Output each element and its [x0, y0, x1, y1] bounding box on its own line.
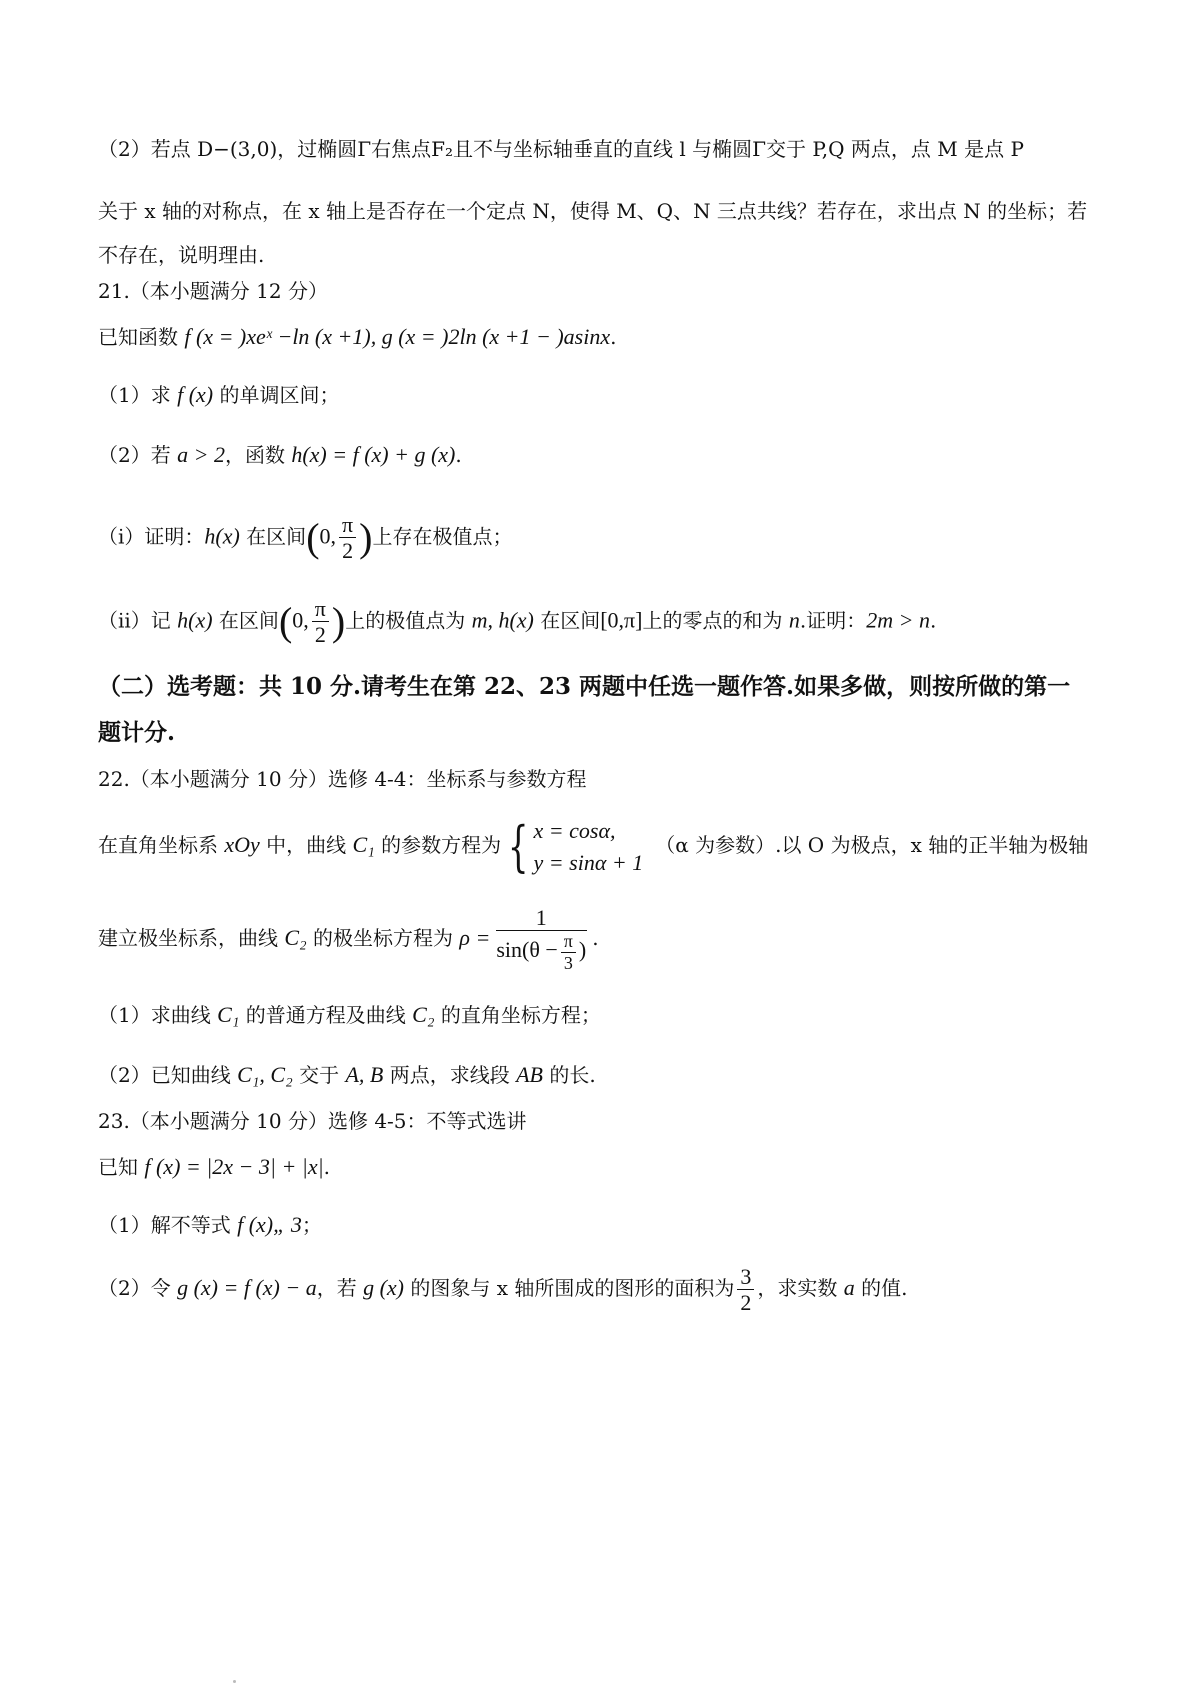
q22-stem-c1: C₁ — [352, 832, 375, 857]
q23-frac-den: 2 — [740, 1290, 752, 1315]
q22-part2-points: A, B — [345, 1062, 384, 1087]
q22-polar-pre: 建立极坐标系，曲线 — [98, 926, 285, 950]
brace-icon: { — [508, 814, 529, 878]
q22-inner-den: 3 — [563, 953, 573, 974]
q22-part1-c2: C₂ — [412, 1002, 435, 1027]
q22-frac-den — [493, 931, 589, 973]
q21-part1-post: 的单调区间； — [213, 383, 340, 407]
q22-part1-c1: C₁ — [217, 1002, 240, 1027]
q20-part2-line1 — [98, 134, 1120, 164]
q22-part1-pre: （1）求曲线 — [98, 1003, 218, 1027]
q22-part2-segment: AB — [516, 1062, 543, 1087]
q21-part2-ii — [98, 596, 1120, 648]
q21-ii-frac-den: 2 — [314, 622, 326, 648]
q21-part1 — [98, 380, 1120, 410]
q23-part2-fraction — [737, 1264, 754, 1316]
q22-polar — [98, 888, 1120, 988]
scan-speck — [233, 1680, 236, 1683]
q23-part2-mid3: ，求实数 — [757, 1276, 844, 1300]
q21-ii-mid1: 在区间 — [212, 608, 279, 633]
q22-part1-post: 的直角坐标方程； — [434, 1003, 601, 1027]
section2-heading-line2 — [98, 718, 1120, 748]
close-paren: ) — [359, 514, 373, 560]
q23-part2-formula2: g (x) — [363, 1275, 405, 1300]
q23-header — [98, 1106, 1120, 1136]
q21-ii-interval-left: 0, — [292, 607, 309, 633]
q22-part2 — [98, 1060, 1120, 1090]
q23-header-text: 23.（本小题满分 10 分）选修 4-5：不等式选讲 — [98, 1109, 527, 1133]
q20-part2-line3 — [98, 240, 1120, 270]
q23-part2-formula1: g (x) = f (x) − a — [177, 1275, 317, 1300]
q23-part1-pre: （1）解不等式 — [98, 1213, 238, 1237]
q21-part2-mid: ，函数 — [224, 443, 292, 467]
q21-ii-mid4: 上的零点的和为 — [642, 608, 789, 633]
q23-part2-mid2: 的图象与 x 轴所围成的图形的面积为 — [404, 1276, 735, 1300]
q22-frac-den-pre: sin(θ − — [496, 937, 558, 963]
q21-part2 — [98, 440, 1120, 470]
q21-ii-formula2: m, h(x) — [471, 607, 534, 633]
q21-i-fraction — [339, 512, 356, 564]
q22-part2-mid1: 交于 — [292, 1063, 346, 1087]
q22-frac-den-post: ) — [578, 937, 587, 963]
q23-stem-pre: 已知 — [98, 1155, 145, 1179]
q21-ii-frac-num: π — [312, 596, 329, 622]
q22-polar-c2: C₂ — [284, 925, 307, 950]
q22-polar-mid: 的极坐标方程为 — [306, 926, 460, 950]
q21-ii-fraction — [312, 596, 329, 648]
open-paren: ( — [306, 514, 320, 560]
q21-ii-mid3: 在区间 — [533, 608, 601, 633]
q23-part1 — [98, 1210, 1120, 1240]
q20-part2-text-b: 关于 x 轴的对称点，在 x 轴上是否存在一个定点 N，使得 M、Q、N 三点共线？若存在，求出点 N 的坐标；若 — [98, 199, 1088, 223]
q21-ii-formula4: 2m > n — [866, 607, 930, 633]
section2-heading-a: （二）选考题：共 10 分.请考生在第 22、23 两题中任选一题作答.如果多做，则按所做的第一 — [98, 673, 1071, 700]
q22-part2-pre: （2）已知曲线 — [98, 1063, 238, 1087]
q20-part2-line2 — [98, 196, 1120, 226]
q22-header — [98, 764, 1120, 794]
q21-i-frac-den: 2 — [342, 538, 354, 564]
q21-part1-formula: f (x) — [177, 382, 214, 407]
q22-stem-pre: 在直角坐标系 — [98, 833, 225, 857]
q22-frac-num: 1 — [496, 905, 587, 931]
q22-sys-row1: x = cosα, — [533, 817, 616, 843]
q22-stem-mid3: （α 为参数）.以 O 为极点，x 轴的正半轴为极轴 — [655, 833, 1089, 857]
q21-ii-mid5: .证明： — [799, 608, 867, 633]
q22-stem-xoy: xOy — [224, 832, 260, 857]
q22-stem-mid2: 的参数方程为 — [374, 833, 502, 857]
q21-ii-formula1: h(x) — [177, 607, 213, 633]
q21-i-pre: （i）证明： — [98, 524, 205, 549]
section2-heading-b: 题计分. — [98, 719, 176, 746]
q23-part2-mid1: ，若 — [316, 1276, 364, 1300]
q21-ii-mid2: 上的极值点为 — [345, 608, 472, 633]
q23-stem-post: . — [323, 1155, 331, 1179]
q20-part2-text-a: （2）若点 D−(3,0)，过椭圆Γ右焦点F₂且不与坐标轴垂直的直线 l 与椭圆Γ交于 P,Q 两点，点 M 是点 P — [98, 137, 1024, 161]
q21-header — [98, 276, 1120, 306]
q22-part2-mid2: 两点，求线段 — [383, 1063, 517, 1087]
q21-stem — [98, 322, 1120, 352]
q22-part1-mid: 的普通方程及曲线 — [239, 1003, 413, 1027]
q22-parametric-system — [501, 815, 643, 879]
q22-part2-post: 的长. — [542, 1063, 596, 1087]
q22-part1 — [98, 1000, 1120, 1030]
q21-part2-post: . — [455, 443, 462, 467]
q22-polar-post: . — [592, 926, 599, 950]
close-paren: ) — [331, 598, 346, 644]
q21-ii-formula3: n — [788, 607, 800, 633]
open-paren: ( — [278, 598, 293, 644]
q21-i-mid: 在区间 — [239, 524, 307, 549]
q21-i-frac-num: π — [339, 512, 356, 538]
q21-i-post: 上存在极值点； — [372, 524, 513, 549]
q22-inner-fraction — [561, 931, 576, 973]
q22-stem — [98, 810, 1120, 880]
q23-part2-a: a — [843, 1275, 855, 1300]
q22-part2-curves: C₁, C₂ — [237, 1062, 293, 1087]
q22-stem-mid1: 中，曲线 — [259, 833, 353, 857]
q23-part2-pre: （2）令 — [98, 1276, 178, 1300]
q20-part2-text-c: 不存在，说明理由. — [98, 243, 265, 267]
q22-inner-num: π — [561, 931, 576, 953]
q21-ii-pre: （ii）记 — [98, 608, 178, 633]
q21-stem-post: . — [610, 325, 617, 349]
q21-stem-formula: f (x = )xeˣ −ln (x +1), g (x = )2ln (x +1 − )asinx — [184, 324, 611, 349]
q22-polar-fraction — [493, 905, 589, 974]
q21-i-interval-left: 0, — [319, 523, 337, 549]
q21-part1-pre: （1）求 — [98, 383, 178, 407]
q21-ii-post: . — [929, 608, 937, 633]
q23-stem — [98, 1152, 1120, 1182]
q21-part2-formula: h(x) = f (x) + g (x) — [291, 442, 456, 467]
q23-frac-num: 3 — [737, 1264, 754, 1290]
q22-header-text: 22.（本小题满分 10 分）选修 4-4：坐标系与参数方程 — [98, 767, 587, 791]
q22-sys-row2: y = sinα + 1 — [533, 849, 644, 875]
q21-part2-condition: a > 2 — [177, 442, 225, 467]
q21-part2-pre: （2）若 — [98, 443, 178, 467]
q22-rho: ρ = — [459, 925, 491, 950]
q23-part1-formula: f (x)„ 3 — [237, 1212, 302, 1237]
q21-header-text: 21.（本小题满分 12 分） — [98, 279, 328, 303]
q23-part2 — [98, 1260, 1120, 1316]
q21-ii-interval2: [0,π] — [600, 607, 643, 633]
section2-heading-line1 — [98, 672, 1120, 702]
q23-part2-post: 的值. — [854, 1276, 908, 1300]
q23-stem-formula: f (x) = |2x − 3| + |x| — [144, 1154, 324, 1179]
q21-part2-i — [98, 512, 1120, 564]
q21-stem-pre: 已知函数 — [98, 325, 185, 349]
q23-part1-post: ； — [301, 1213, 322, 1237]
q21-i-formula: h(x) — [204, 523, 240, 549]
